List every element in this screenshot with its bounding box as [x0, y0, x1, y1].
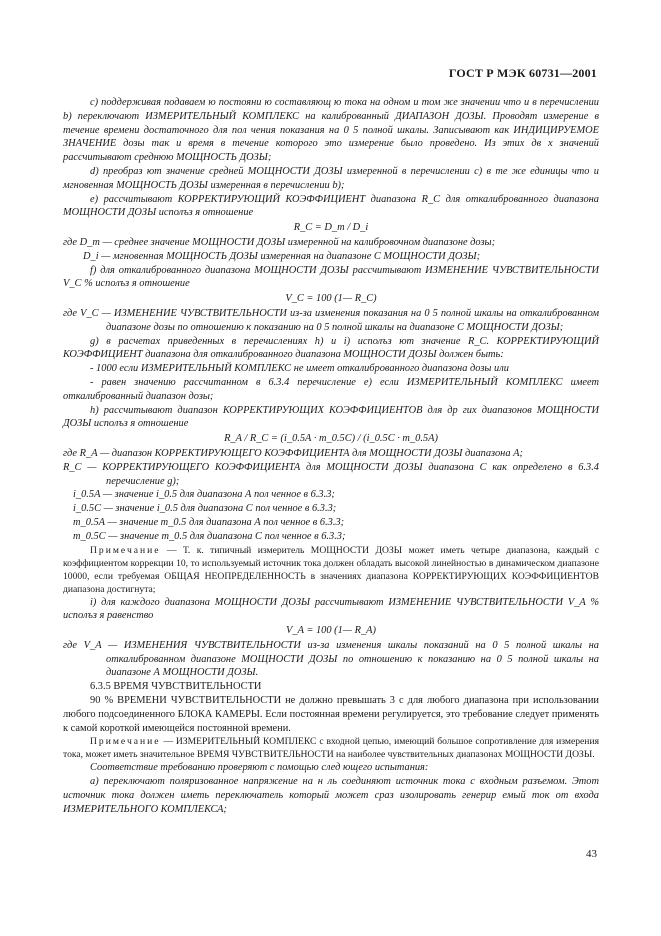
where-ra: где R_A — диапазон КОРРЕКТИРУЮЩЕГО КОЭФФИЦИЕНТА для МОЩНОСТИ ДОЗЫ диапазона А;: [63, 447, 523, 459]
where-dm: где D_m — среднее значение МОЩНОСТИ ДОЗЫ измеренной на калибровочном диапазоне дозы;: [63, 236, 496, 248]
g-dash-2: - равен значению рассчитанном в 6.3.4 перечисление е) если ИЗМЕРИТЕЛЬНЫЙ КОМПЛЕКС имеет откалиброванный диапазон дозы;: [63, 376, 599, 402]
where-va: где V_A — ИЗМЕНЕНИЯ ЧУВСТВИТЕЛЬНОСТИ из-за изменения шкалы показаний на 0 5 полной шкалы на откалиброванном диапазоне МОЩНОСТИ ДОЗЫ по отношению к показанию на 0 5 полной шкалы на диапазоне А МОЩНОСТИ ДОЗЫ.: [63, 639, 599, 679]
g-dash-1: - 1000 если ИЗМЕРИТЕЛЬНЫЙ КОМПЛЕКС не имеет откалиброванного диапазона дозы или: [90, 363, 509, 375]
paragraph-e: е) рассчитывают КОРРЕКТИРУЮЩИЙ КОЭФФИЦИЕНТ диапазона R_C для откалиброванного диапазона МОЩНОСТИ ДОЗЫ исполъз я отношение: [63, 193, 599, 219]
where-vc: где V_C — ИЗМЕНЕНИЕ ЧУВСТВИТЕЛЬНОСТИ из-за изменения показания на 0 5 полной шкалы на откалиброванном диапазоне дозы по отношению к показанию на 0 5 полной шкалы на диапазоне С МОЩНОСТИ ДОЗЫ;: [63, 307, 599, 333]
definition-m05c: m_0.5C — значение m_0.5 для диапазона С пол ченное в 6.3.3;: [73, 530, 346, 542]
paragraph-a: а) переключают поляризованное напряжение на н ль соединяют источник тока с входным разъемом. Этот источник тока должен иметь переключатель который может сраз изолировать генерир емый ток от входа ИЗМЕРИТЕЛЬНОГО КОМПЛЕКСА;: [63, 776, 599, 815]
page-header: ГОСТ Р МЭК 60731—2001: [448, 66, 597, 80]
formula-va: V_A = 100 (1— R_A): [286, 625, 376, 637]
paragraph-i: i) для каждого диапазона МОЩНОСТИ ДОЗЫ рассчитывают ИЗМЕНЕНИЕ ЧУВСТВИТЕЛЬНОСТИ V_A % исполъз я равенство: [63, 596, 599, 622]
paragraph-g: g) в расчетах приведенных в перечислениях h) и i) исполъз ют значение R_C. КОРРЕКТИРУЮЩИЙ КОЭФФИЦИЕНТ диапазона для откалиброванного диапазона МОЩНОСТИ ДОЗЫ должен быть:: [63, 335, 599, 361]
formula-rc: R_C = D_m / D_i: [293, 222, 369, 234]
where-rc: R_C — КОРРЕКТИРУЮЩЕГО КОЭФФИЦИЕНТА для МОЩНОСТИ ДОЗЫ диапазона С как определено в 6.3.4 перечисление g);: [63, 461, 599, 487]
paragraph-90: 90 % ВРЕМЕНИ ЧУВСТВИТЕЛЬНОСТИ не должно превышать 3 с для любого диапазона при использовании любого подсоединенного БЛОКА КАМЕРЫ. Если постоянная времени регулируется, это требование следует применять к самой короткой имеющейся постоянной времени.: [63, 695, 599, 734]
paragraph-h: h) рассчитывают диапазон КОРРЕКТИРУЮЩИХ КОЭФФИЦИЕНТОВ для др гих диапазонов МОЩНОСТИ ДОЗЫ исполъз я отношение: [63, 404, 599, 430]
note-1-label: Примечание: [90, 544, 161, 556]
note-2-text: — ИЗМЕРИТЕЛЬНЫЙ КОМПЛЕКС с входной цепью, имеющий большое сопротивление для измерения тока, может иметь значительное ВРЕМЯ ЧУВСТВИТЕЛЬНОСТИ на наиболее чувствительных диапазонах МОЩНОСТИ ДОЗЫ.: [63, 736, 599, 761]
paragraph-check: Соответствие требованию проверяют с помощью след ющего испытания:: [90, 762, 429, 774]
paragraph-d: d) преобраз ют значение средней МОЩНОСТИ ДОЗЫ измеренной в перечислении с) в те же единицы что и мгновенная МОЩНОСТЬ ДОЗЫ измеренная в перечислении b);: [63, 165, 599, 191]
definitions-list: [63, 488, 599, 543]
paragraph-f: f) для откалиброванного диапазона МОЩНОСТИ ДОЗЫ рассчитывают ИЗМЕНЕНИЕ ЧУВСТВИТЕЛЬНОСТИ V_C % исполъз я отношение: [63, 264, 599, 290]
page-number: 43: [586, 848, 597, 860]
section-heading: 6.3.5 ВРЕМЯ ЧУВСТВИТЕЛЬНОСТИ: [90, 681, 262, 693]
formula-vc: V_C = 100 (1— R_C): [285, 293, 377, 305]
definition-m05a: m_0.5A — значение m_0.5 для диапазона А пол ченное в 6.3.3;: [73, 516, 345, 528]
definition-i05c: i_0.5C — значение i_0.5 для диапазона С пол ченное в 6.3.3;: [73, 503, 337, 515]
note-1: [63, 544, 599, 596]
note-2-label: Примечание: [90, 736, 161, 748]
note-2: [63, 735, 599, 761]
paragraph-c: с) поддерживая подаваем ю постояни ю составляющ ю тока на одном и том же значении что и в перечислении b) переключают ИЗМЕРИТЕЛЬНЫЙ КОМПЛЕКС на калиброванный ДИАПАЗОН ДОЗЫ. Проводят измерение в течение времени достаточного для пол чения показания на 0 5 полной шкалы. Записывают как ИНДИЦИРУЕМОЕ ЗНАЧЕНИЕ дозы так и время в течение которого это измерение было проведено. Из этих дв х значений рассчитывают среднюю МОЩНОСТЬ ДОЗЫ;: [63, 97, 599, 164]
definition-i05a: i_0.5A — значение i_0.5 для диапазона А пол ченное в 6.3.3;: [73, 489, 335, 501]
page-body: [63, 96, 599, 817]
formula-ra-rc: R_A / R_C = (i_0.5A · m_0.5C) / (i_0.5C · m_0.5A): [224, 433, 438, 445]
note-1-text: — Т. к. типичный измеритель МОЩНОСТИ ДОЗЫ может иметь четыре диапазона, каждый с коэффициентом коррекции 10, то используемый источник тока должен обладать высокой линейностью в динамическом диапазоне 10000, если требуемая ОБЩАЯ НЕОПРЕДЕЛЕННОСТЬ в значениях диапазона КОРРЕКТИРУЮЩИХ КОЭФФИЦИЕНТОВ диапазона достигнута;: [63, 544, 600, 595]
where-di: D_i — мгновенная МОЩНОСТЬ ДОЗЫ измеренная на диапазоне С МОЩНОСТИ ДОЗЫ;: [83, 250, 481, 262]
